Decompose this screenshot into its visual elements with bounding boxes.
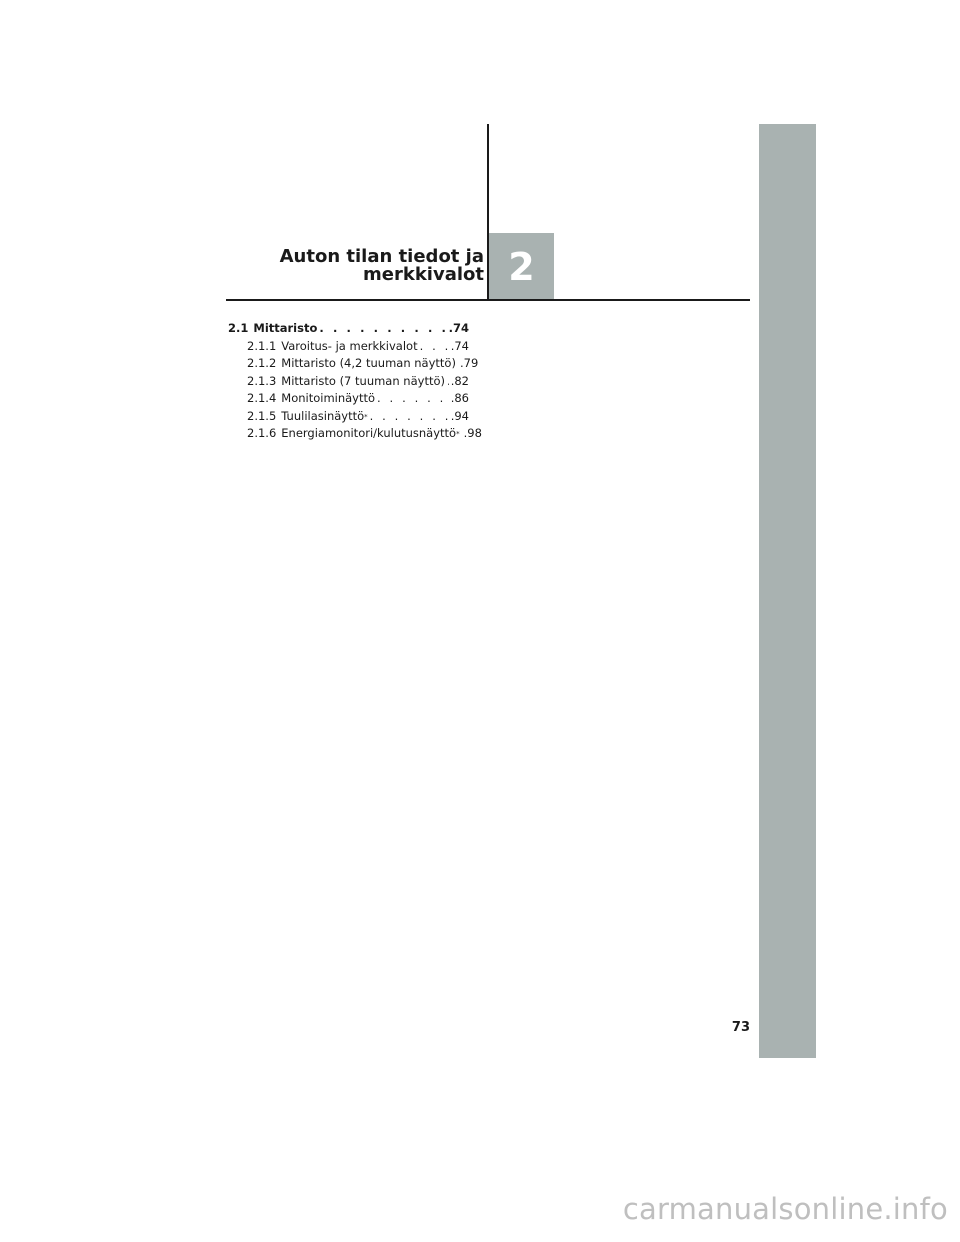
toc-label: Mittaristo (4,2 tuuman näyttö) <box>281 356 456 370</box>
toc-page: .98 <box>463 426 482 440</box>
toc-page: .94 <box>450 408 469 423</box>
toc-label: Mittaristo (7 tuuman näyttö) <box>281 373 445 388</box>
chapter-title <box>250 248 484 284</box>
toc-number: 2.1.6 <box>247 426 277 440</box>
chapter-side-tab <box>759 124 816 1058</box>
toc-number: 2.1.1 <box>247 338 277 353</box>
toc-entry[interactable] <box>228 391 469 409</box>
toc-number: 2.1.4 <box>247 391 277 405</box>
toc-leader-dots <box>377 391 449 405</box>
toc-number: 2.1.3 <box>247 373 277 388</box>
toc-leader-dots <box>319 321 446 335</box>
page-number: 73 <box>731 1020 750 1035</box>
chapter-title-line-2: merkkivalot <box>363 264 484 285</box>
toc-label: Mittaristo <box>253 321 318 335</box>
chapter-number-box <box>489 233 554 300</box>
chapter-number: 2 <box>508 244 535 289</box>
toc-label: Tuulilasinäyttö <box>281 408 365 423</box>
table-of-contents <box>228 321 482 444</box>
toc-entry[interactable] <box>228 426 482 444</box>
toc-asterisk: * <box>364 412 368 421</box>
toc-number: 2.1.5 <box>247 408 277 423</box>
toc-asterisk: * <box>456 430 460 438</box>
toc-entry[interactable] <box>228 356 479 374</box>
toc-label: Monitoiminäyttö <box>281 391 376 405</box>
toc-leader-dots <box>447 374 449 388</box>
toc-label: Energiamonitori/kulutusnäyttö <box>281 426 457 440</box>
toc-page: .82 <box>450 373 469 388</box>
toc-page: .79 <box>459 356 479 370</box>
toc-entry[interactable] <box>228 409 469 427</box>
toc-entry[interactable] <box>228 339 469 357</box>
header-horizontal-rule <box>226 299 750 301</box>
toc-entry[interactable] <box>228 374 469 392</box>
toc-number: 2.1.2 <box>247 356 277 370</box>
toc-leader-dots <box>370 409 449 423</box>
watermark: carmanualsonline.info <box>622 1192 948 1226</box>
toc-page: .86 <box>450 391 469 405</box>
toc-number: 2.1 <box>228 321 249 335</box>
toc-section-entry[interactable] <box>228 321 469 339</box>
toc-page: .74 <box>450 338 469 353</box>
toc-label: Varoitus- ja merkkivalot <box>281 338 418 353</box>
toc-page: .74 <box>448 321 469 335</box>
toc-leader-dots <box>420 339 449 353</box>
chapter-title-line-1: Auton tilan tiedot ja <box>279 246 484 267</box>
